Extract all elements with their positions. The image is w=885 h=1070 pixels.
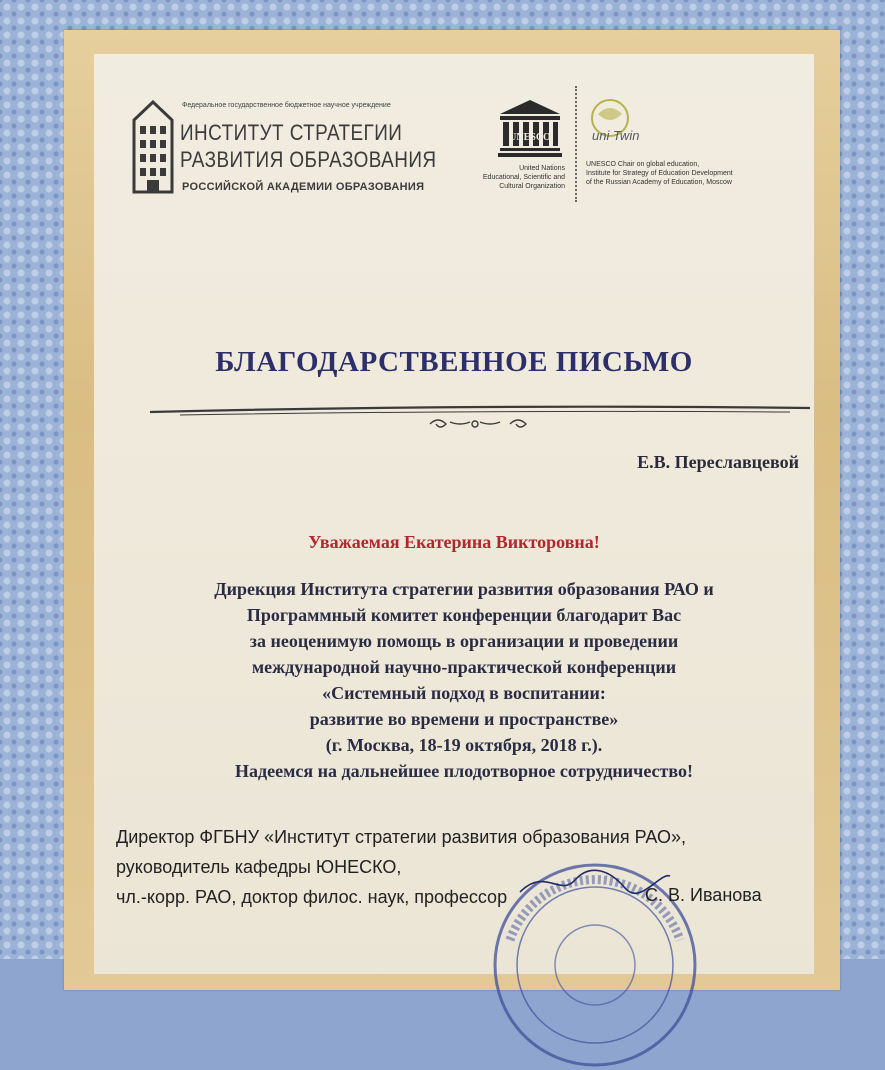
building-logo-icon [132,100,174,195]
unesco-caption-line: Educational, Scientific and [482,174,565,181]
document-title: БЛАГОДАРСТВЕННОЕ ПИСЬМО [215,346,693,378]
unitwin-logo-icon [588,96,648,148]
institute-name-line2: РАЗВИТИЯ ОБРАЗОВАНИЯ [180,147,437,172]
institute-name-line1: ИНСТИТУТ СТРАТЕГИИ [180,120,403,145]
unitwin-caption [586,160,776,187]
unitwin-logo-text: uni Twin [592,128,640,143]
unitwin-caption-line: UNESCO Chair on global education, [586,161,700,168]
body-line: международной научно-практической конференции [251,657,677,677]
signature-line: Директор ФГБНУ «Институт стратегии развития образования РАО», [116,827,687,847]
body-line: Дирекция Института стратегии развития образования РАО и [214,579,714,599]
dotted-divider [575,86,579,202]
signature-line: чл.-корр. РАО, доктор филос. наук, профессор [116,887,508,907]
letter-body [94,576,834,784]
unesco-logo-icon [498,98,562,158]
unesco-caption-line: Cultural Organization [499,183,565,190]
unitwin-caption-line: Institute for Strategy of Education Development [586,170,733,177]
body-line: за неоценимую помощь в организации и проведении [249,631,679,651]
institute-header [132,100,437,210]
unesco-block [455,98,580,208]
body-line: «Системный подход в воспитании: [322,683,606,703]
signature-line: руководитель кафедры ЮНЕСКО, [116,857,402,877]
ornament-divider-icon [150,402,810,440]
recipient-name: Е.В. Переславцевой [637,452,799,472]
unesco-caption [455,164,565,191]
unitwin-caption-line: of the Russian Academy of Education, Moscow [586,179,732,186]
body-line: (г. Москва, 18-19 октября, 2018 г.). [325,735,603,755]
institute-subtitle: Федеральное государственное бюджетное научное учреждение [182,102,391,109]
body-line: Надеемся на дальнейшее плодотворное сотрудничество! [235,761,693,781]
greeting: Уважаемая Екатерина Викторовна! [308,532,600,552]
signer-name: С. В. Иванова [645,885,762,905]
body-line: Программный комитет конференции благодарит Вас [246,605,682,625]
body-line: развитие во времени и пространстве» [309,709,619,729]
institute-name-line3: РОССИЙСКОЙ АКАДЕМИИ ОБРАЗОВАНИЯ [182,181,425,193]
unesco-caption-line: United Nations [519,165,565,172]
unesco-logo-text: UNESCO [509,132,551,143]
